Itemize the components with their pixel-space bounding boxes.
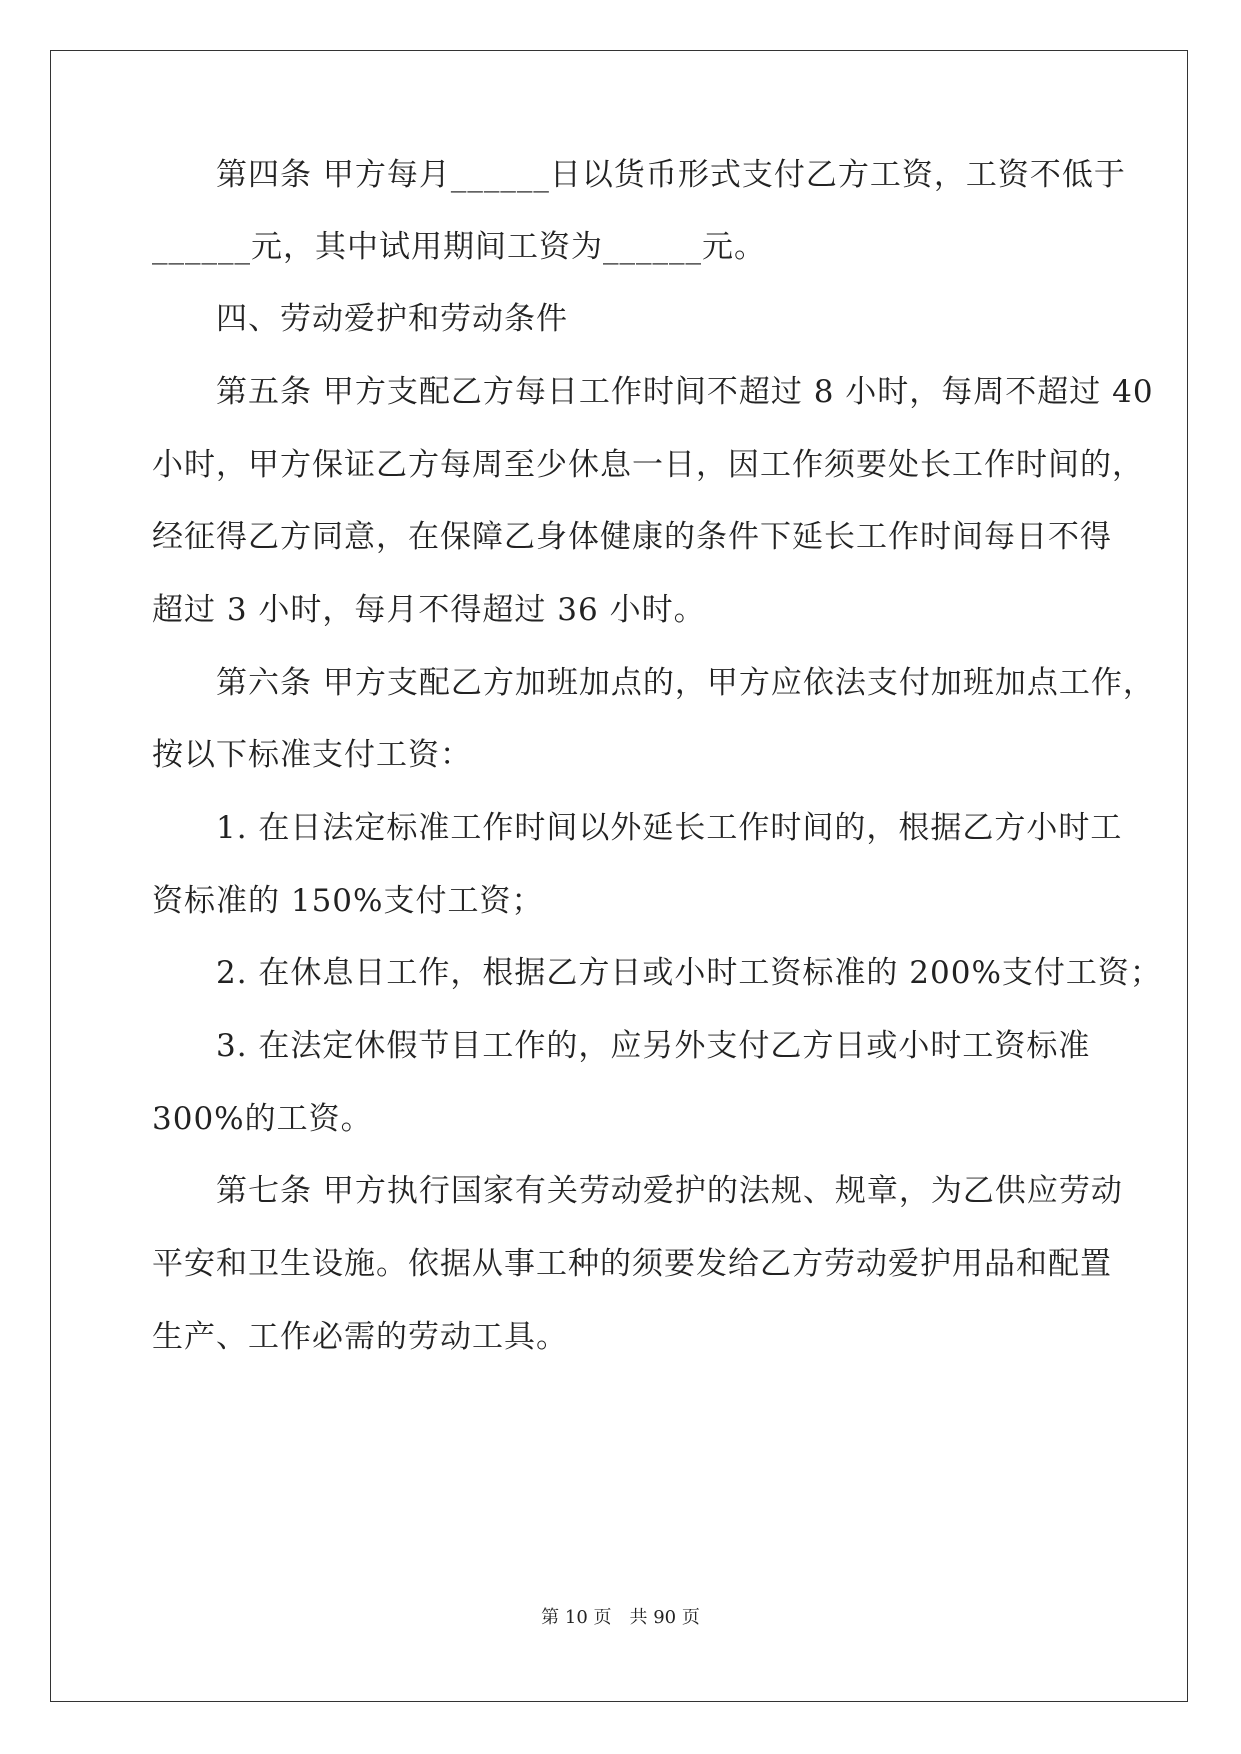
article-7-line-1: 第七条 甲方执行国家有关劳动爱护的法规、规章，为乙供应劳动 (216, 1173, 1123, 1209)
section-heading: 四、劳动爱护和劳动条件 (216, 301, 568, 337)
page-border (50, 50, 1188, 1702)
article-5-line-4: 超过 3 小时，每月不得超过 36 小时。 (152, 592, 706, 628)
page-footer (0, 1606, 1241, 1630)
item-2-line-1: 2. 在休息日工作，根据乙方日或小时工资标准的 200%支付工资； (216, 955, 1162, 991)
article-6-line-1: 第六条 甲方支配乙方加班加点的，甲方应依法支付加班加点工作， (216, 665, 1155, 701)
article-5-line-2: 小时，甲方保证乙方每周至少休息一日，因工作须要处长工作时间的， (152, 447, 1144, 483)
item-1-line-2: 资标准的 150%支付工资； (152, 883, 544, 919)
article-6-line-2: 按以下标准支付工资： (152, 737, 472, 773)
item-3-line-2: 300%的工资。 (152, 1101, 373, 1137)
article-5-line-1: 第五条 甲方支配乙方每日工作时间不超过 8 小时，每周不超过 40 (216, 374, 1154, 410)
page-number: 第 10 页 (541, 1607, 612, 1628)
item-1-line-1: 1. 在日法定标准工作时间以外延长工作时间的，根据乙方小时工 (216, 810, 1123, 846)
article-7-line-2: 平安和卫生设施。依据从事工种的须要发给乙方劳动爱护用品和配置 (152, 1246, 1112, 1282)
article-5-line-3: 经征得乙方同意，在保障乙身体健康的条件下延长工作时间每日不得 (152, 519, 1112, 555)
page-total: 共 90 页 (629, 1607, 700, 1628)
article-4-line-1: 第四条 甲方每月______日以货币形式支付乙方工资，工资不低于 (216, 157, 1126, 193)
item-3-line-1: 3. 在法定休假节目工作的，应另外支付乙方日或小时工资标准 (216, 1028, 1091, 1064)
article-7-line-3: 生产、工作必需的劳动工具。 (152, 1319, 568, 1355)
article-4-line-2: ______元，其中试用期间工资为______元。 (152, 229, 766, 265)
